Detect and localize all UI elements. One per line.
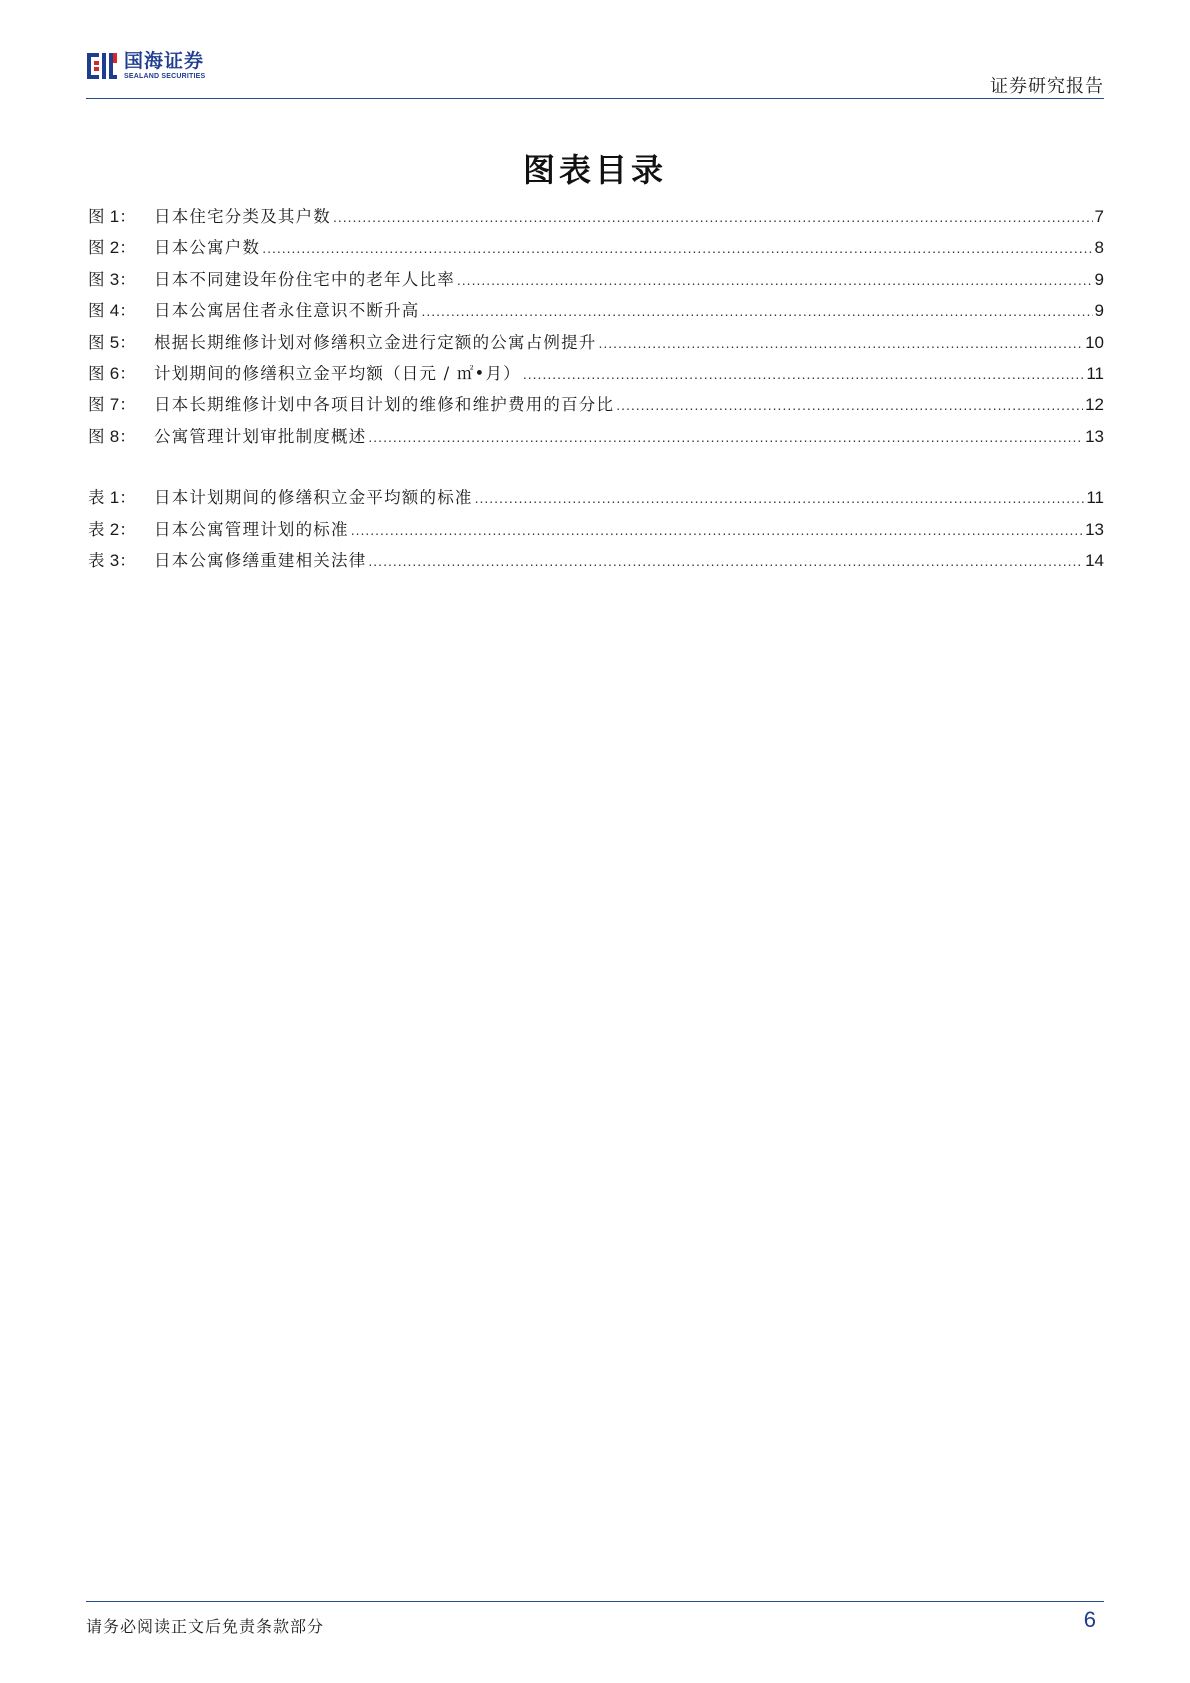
entry-label-kind: 图	[88, 332, 105, 352]
toc-figure-entry[interactable]	[88, 421, 1104, 452]
company-logo	[86, 50, 205, 82]
dot-leader	[523, 359, 1084, 390]
entry-title: 日本公寓居住者永住意识不断升高	[154, 301, 420, 321]
entry-page-number: 7	[1094, 207, 1104, 226]
entry-label-number: 2	[109, 519, 120, 539]
entry-label-kind: 图	[88, 207, 105, 226]
entry-label: 图 6：	[88, 363, 136, 383]
toc-figure-entry[interactable]	[88, 232, 1104, 263]
entry-title: 日本计划期间的修缮积立金平均额的标准	[154, 488, 473, 508]
figure-list	[88, 201, 1104, 452]
entry-label-number: 8	[109, 426, 120, 446]
entry-title: 日本公寓修缮重建相关法律	[154, 550, 367, 570]
entry-label-kind: 图	[88, 269, 105, 289]
report-type-label: 证券研究报告	[990, 76, 1104, 97]
entry-label-kind: 图	[88, 395, 105, 415]
entry-label-number: 7	[109, 395, 120, 415]
entry-label-number: 5	[109, 332, 120, 352]
logo-english-name: SEALAND SECURITIES	[124, 73, 206, 80]
entry-title: 日本住宅分类及其户数	[154, 207, 331, 226]
entry-title: 计划期间的修缮积立金平均额（日元 / ㎡•月）	[154, 363, 521, 383]
dot-leader	[333, 202, 1093, 233]
entry-label: 表 3：	[88, 550, 136, 570]
toc-table-entry[interactable]	[88, 482, 1104, 513]
dot-leader	[475, 483, 1085, 514]
dot-leader	[351, 515, 1083, 546]
entry-label: 图 8：	[88, 426, 136, 446]
entry-title: 日本不同建设年份住宅中的老年人比率	[154, 269, 455, 289]
dot-leader	[616, 390, 1083, 421]
dot-leader	[262, 233, 1092, 264]
entry-page-number: 10	[1085, 332, 1104, 352]
dot-leader	[368, 422, 1083, 453]
entry-label: 图 1：	[88, 207, 136, 226]
entry-page-number: 9	[1094, 301, 1104, 321]
entry-label-number: 3	[109, 550, 120, 570]
entry-page-number: 14	[1085, 550, 1104, 570]
entry-title: 日本长期维修计划中各项目计划的维修和维护费用的百分比	[154, 395, 615, 415]
table-of-contents	[88, 201, 1104, 576]
entry-label-kind: 图	[88, 238, 105, 258]
entry-label-number: 6	[109, 363, 120, 383]
toc-figure-entry[interactable]	[88, 295, 1104, 326]
entry-label-kind: 图	[88, 363, 105, 383]
entry-page-number: 8	[1094, 238, 1104, 258]
table-list	[88, 482, 1104, 576]
toc-figure-entry[interactable]	[88, 327, 1104, 358]
entry-title: 日本公寓户数	[154, 238, 261, 258]
entry-label-number: 4	[109, 301, 120, 321]
dot-leader	[422, 296, 1093, 327]
entry-label-kind: 表	[88, 488, 105, 508]
entry-label-number: 3	[109, 269, 120, 289]
toc-figure-entry[interactable]	[88, 358, 1104, 389]
entry-label-number: 1	[109, 207, 120, 226]
page-title: 图表目录	[522, 151, 667, 189]
dot-leader	[599, 328, 1084, 359]
entry-label: 图 4：	[88, 301, 136, 321]
entry-page-number: 11	[1086, 363, 1104, 383]
entry-label: 表 1：	[88, 488, 136, 508]
page-footer	[86, 1601, 1104, 1636]
entry-page-number: 12	[1085, 395, 1104, 415]
entry-label-kind: 图	[88, 301, 105, 321]
entry-title: 根据长期维修计划对修缮积立金进行定额的公寓占例提升	[154, 332, 597, 352]
toc-figure-entry[interactable]	[88, 201, 1104, 232]
entry-label: 图 3：	[88, 269, 136, 289]
dot-leader	[457, 265, 1093, 296]
entry-page-number: 11	[1086, 488, 1104, 508]
entry-page-number: 9	[1094, 269, 1104, 289]
page-header	[86, 48, 1104, 99]
toc-table-entry[interactable]	[88, 514, 1104, 545]
entry-label: 表 2：	[88, 519, 136, 539]
entry-page-number: 13	[1085, 519, 1104, 539]
entry-label: 图 7：	[88, 395, 136, 415]
disclaimer-note: 请务必阅读正文后免责条款部分	[86, 1617, 325, 1636]
sealand-logo-icon	[86, 50, 118, 82]
entry-label-kind: 表	[88, 519, 105, 539]
entry-page-number: 13	[1085, 426, 1104, 446]
entry-title: 日本公寓管理计划的标准	[154, 519, 349, 539]
logo-chinese-name: 国海证券	[124, 50, 205, 72]
entry-title: 公寓管理计划审批制度概述	[154, 426, 367, 446]
entry-label: 图 5：	[88, 332, 136, 352]
toc-table-entry[interactable]	[88, 545, 1104, 576]
section-gap	[88, 452, 1104, 482]
page-number: 6	[1083, 1607, 1096, 1632]
entry-label-kind: 图	[88, 426, 105, 446]
entry-label: 图 2：	[88, 238, 136, 258]
entry-label-number: 2	[109, 238, 120, 258]
entry-label-kind: 表	[88, 550, 105, 570]
toc-figure-entry[interactable]	[88, 389, 1104, 420]
entry-label-number: 1	[109, 488, 120, 508]
dot-leader	[368, 546, 1083, 577]
toc-figure-entry[interactable]	[88, 264, 1104, 295]
